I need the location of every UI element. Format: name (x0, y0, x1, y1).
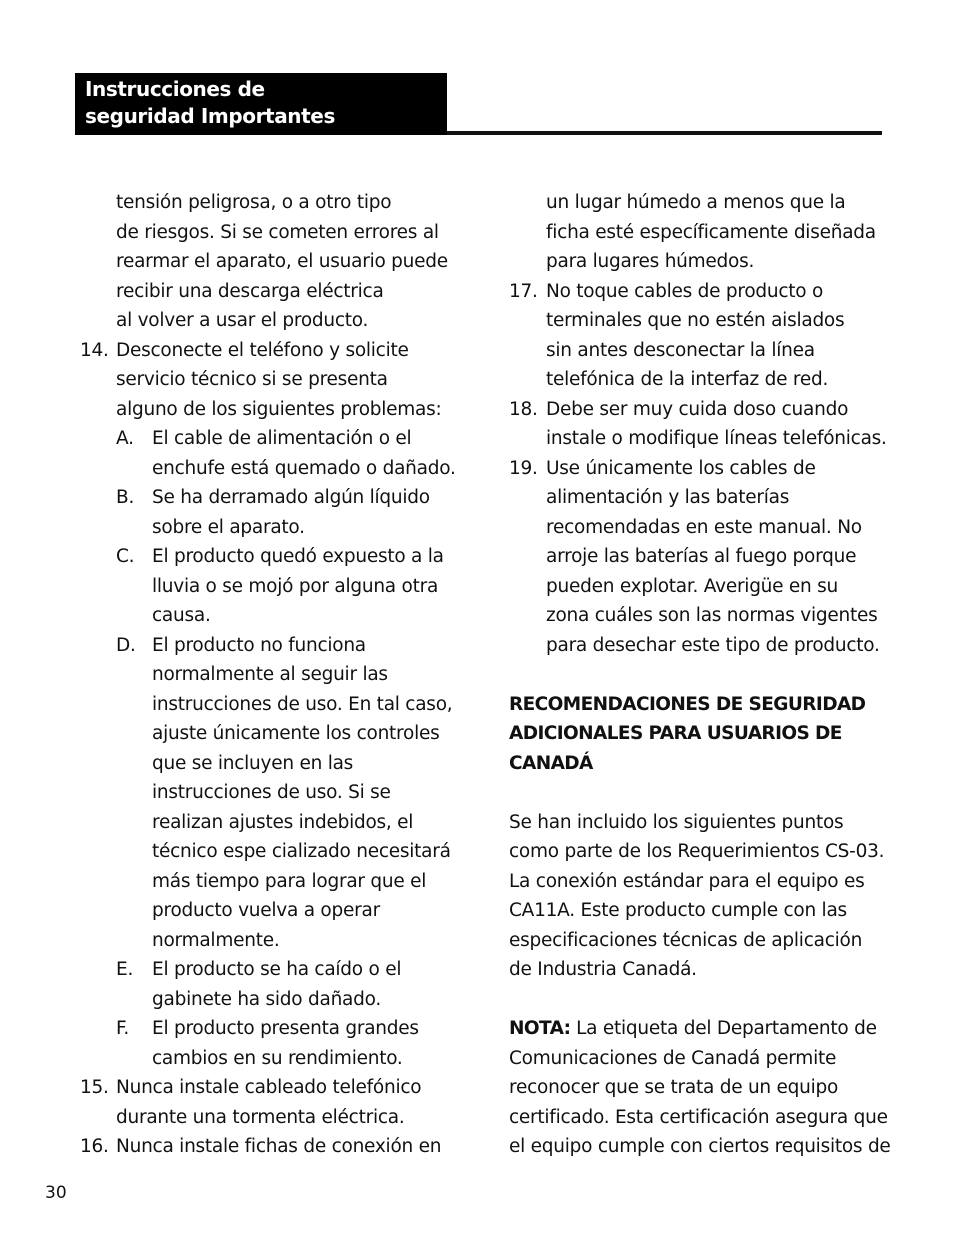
sub-item-letter: A. (116, 428, 134, 449)
text-line: tensión peligrosa, o a otro tipo (116, 192, 392, 213)
spacer (505, 778, 895, 808)
list-item-19 (505, 454, 895, 484)
section-heading: RECOMENDACIONES DE SEGURIDAD (509, 693, 866, 715)
text-line: Nunca instale cableado telefónico (116, 1077, 422, 1098)
list-item-14 (75, 336, 465, 366)
item-number: 18. (509, 398, 538, 420)
text-line: recibir una descarga eléctrica (116, 280, 384, 302)
page-number: 30 (45, 1183, 67, 1203)
text-line: terminales que no estén aislados (546, 310, 845, 331)
text-line: Debe ser muy cuida doso cuando (546, 398, 849, 420)
text-line: instrucciones de uso. En tal caso, (152, 693, 453, 715)
text-line: servicio técnico si se presenta (116, 369, 388, 390)
text-line: causa. (152, 605, 211, 626)
text-line: cambios en su rendimiento. (152, 1047, 403, 1069)
text-line: El producto se ha caído o el (152, 959, 402, 980)
text-line: realizan ajustes indebidos, el (152, 811, 414, 833)
section-title-line1: Instrucciones de (85, 77, 265, 101)
sub-item-letter: C. (116, 546, 135, 567)
text-line: No toque cables de producto o (546, 280, 824, 302)
text-line: más tiempo para lograr que el (152, 870, 427, 892)
text-line: La etiqueta del Departamento de (570, 1018, 877, 1039)
text-line: el equipo cumple con ciertos requisitos de (509, 1136, 891, 1157)
text-line: El producto quedó expuesto a la (152, 546, 444, 567)
text-line: producto vuelva a operar (152, 900, 380, 921)
list-item-15 (75, 1073, 465, 1103)
text-line: ajuste únicamente los controles (152, 723, 440, 744)
text-line: un lugar húmedo a menos que la (546, 192, 846, 213)
text-line: El cable de alimentación o el (152, 428, 412, 449)
text-line: enchufe está quemado o dañado. (152, 457, 456, 479)
text-line: arroje las baterías al fuego porque (546, 546, 857, 567)
text-line: La conexión estándar para el equipo es (509, 870, 865, 892)
text-line: certificado. Esta certificación asegura que (509, 1106, 888, 1128)
text-line: gabinete ha sido dañado. (152, 988, 382, 1010)
text-line: lluvia o se mojó por alguna otra (152, 575, 439, 597)
item-number: 15. (80, 1077, 109, 1098)
text-line: CA11A. Este producto cumple con las (509, 900, 847, 921)
section-title-line2: seguridad Importantes (85, 104, 335, 128)
text-line: Nunca instale fichas de conexión en (116, 1136, 442, 1157)
text-line: de riesgos. Si se cometen errores al (116, 221, 439, 243)
item-number: 17. (509, 280, 538, 302)
item-number: 16. (80, 1136, 109, 1157)
text-line: instale o modifique líneas telefónicas. (546, 428, 887, 449)
text-line: para desechar este tipo de producto. (546, 634, 880, 656)
text-line: recomendadas en este manual. No (546, 516, 862, 538)
text-line: telefónica de la interfaz de red. (546, 369, 829, 390)
text-line: alimentación y las baterías (546, 487, 790, 508)
text-line: normalmente. (152, 929, 280, 951)
text-line: de Industria Canadá. (509, 959, 697, 980)
text-line: como parte de los Requerimientos CS-03. (509, 841, 885, 862)
left-column (75, 188, 465, 1162)
text-line: pueden explotar. Averigüe en su (546, 575, 839, 597)
text-line: Use únicamente los cables de (546, 457, 816, 479)
list-item-18 (505, 395, 895, 425)
sub-item-f (75, 1014, 465, 1044)
sub-item-letter: F. (116, 1018, 130, 1039)
text-line: técnico espe cializado necesitará (152, 841, 451, 862)
section-heading: ADICIONALES PARA USUARIOS DE (509, 723, 842, 744)
sub-item-e (75, 955, 465, 985)
text-line: instrucciones de uso. Si se (152, 782, 391, 803)
sub-item-c (75, 542, 465, 572)
spacer (505, 660, 895, 690)
sub-item-letter: E. (116, 959, 134, 980)
sub-item-b (75, 483, 465, 513)
item-number: 14. (80, 339, 109, 361)
text-line: El producto presenta grandes (152, 1018, 419, 1039)
text-line: Se ha derramado algún líquido (152, 487, 430, 508)
text-line: para lugares húmedos. (546, 251, 755, 272)
sub-item-letter: B. (116, 487, 135, 508)
list-item-17 (505, 277, 895, 307)
text-line: normalmente al seguir las (152, 664, 388, 685)
text-line: especificaciones técnicas de aplicación (509, 929, 863, 951)
text-line: al volver a usar el producto. (116, 310, 369, 331)
text-line: Desconecte el teléfono y solicite (116, 339, 409, 361)
text-line: ficha esté específicamente diseñada (546, 221, 876, 243)
note-line (505, 1014, 895, 1044)
text-line: zona cuáles son las normas vigentes (546, 605, 878, 626)
note-label: NOTA: (509, 1018, 571, 1039)
text-line: sobre el aparato. (152, 516, 305, 538)
spacer (505, 985, 895, 1015)
text-line: rearmar el aparato, el usuario puede (116, 251, 448, 272)
text-line: durante una tormenta eléctrica. (116, 1106, 405, 1128)
list-item-16 (75, 1132, 465, 1162)
text-line: Se han incluido los siguientes puntos (509, 811, 844, 833)
sub-item-d (75, 631, 465, 661)
text-line: Comunicaciones de Canadá permite (509, 1047, 837, 1069)
text-line: El producto no funciona (152, 634, 366, 656)
text-line: alguno de los siguientes problemas: (116, 398, 442, 420)
right-column (505, 188, 895, 1162)
section-header (75, 73, 447, 135)
text-line: reconocer que se trata de un equipo (509, 1077, 839, 1098)
sub-item-letter: D. (116, 634, 136, 656)
section-heading: CANADÁ (509, 752, 593, 774)
text-line: que se incluyen en las (152, 752, 354, 774)
text-line: sin antes desconectar la línea (546, 339, 815, 361)
item-number: 19. (509, 457, 538, 479)
sub-item-a (75, 424, 465, 454)
